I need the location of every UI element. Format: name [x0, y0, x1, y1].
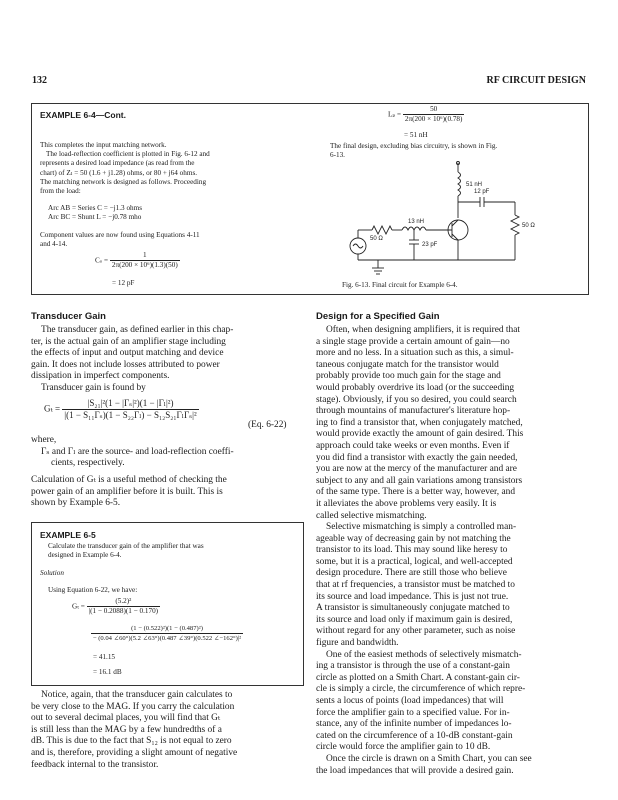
text-line: feedback internal to the transistor.: [31, 759, 159, 770]
cs-result: = 12 pF: [112, 279, 135, 287]
eq-numerator: |S₂₁|²(1 − |Γₛ|²)(1 − |Γₗ|²): [62, 398, 198, 410]
label-51nh: 51 nH: [466, 182, 483, 188]
text-line: figure and bandwidth.: [316, 638, 399, 649]
text-line: stage). Obviously, if you so desired, you could search: [316, 394, 517, 405]
text-line: a single stage provide a certain amount of gain—no: [316, 336, 510, 347]
lp-numerator: 50: [403, 105, 465, 115]
transducer-gain-para2: [31, 475, 303, 510]
text-line: dB. This is due to the fact that S₁₂ is not equal to zero: [31, 736, 232, 747]
arc-ab: Arc AB = Series C = −j1.3 ohms: [48, 204, 143, 213]
text-line: designed in Example 6-4.: [48, 551, 122, 560]
text-line: Calculate the transducer gain of the amplifier that was: [48, 542, 204, 550]
lp-result: = 51 nH: [404, 131, 428, 139]
text-line: be very close to the MAG. If you carry the calculation: [31, 701, 235, 712]
cs-equation: [95, 251, 180, 270]
text-line: cle is simply a circle, the circumference of which repre-: [316, 684, 526, 695]
text-line: that at rf frequencies, a transistor must be matched to: [316, 580, 515, 591]
gt-fraction-2: [91, 624, 243, 643]
heading-transducer-gain: Transducer Gain: [31, 311, 106, 322]
transducer-gain-para1: [31, 325, 301, 395]
text-line: represents a desired load impedance (as read from the: [40, 159, 195, 168]
text-line: A transistor is simultaneously conjugate matched to: [316, 603, 510, 614]
source-resistor: [372, 226, 392, 234]
text-line: it alleviates the above problems very easily. It is: [316, 498, 497, 509]
text-line: design procedure. There are still those who believe: [316, 568, 507, 579]
text-line: shown by Example 6-5.: [31, 498, 121, 509]
label-12pf: 12 pF: [474, 189, 490, 195]
text-line: This completes the input matching network.: [40, 141, 167, 149]
eq-fraction: [62, 398, 198, 421]
text-line: of the same type. There is a better way, however, and: [316, 487, 516, 498]
cs-denominator: 2π(200 × 10⁶)(1.3)(50): [111, 261, 178, 270]
circuit-diagram: [330, 160, 580, 280]
example-6-4-text: [40, 141, 305, 249]
text-line: Calculation of Gₜ is a useful method of checking the: [31, 475, 227, 485]
lp-equation: [388, 105, 464, 124]
cs-numerator: 1: [110, 251, 180, 261]
running-title: RF CIRCUIT DESIGN: [486, 75, 586, 86]
arc-bc: Arc BC = Shunt L = −j0.78 mho: [48, 213, 142, 222]
text-line: probably provide too much gain for the stage and: [316, 371, 501, 382]
lp-lhs: Lₚ =: [388, 110, 402, 119]
example-6-5-title: EXAMPLE 6-5: [40, 530, 96, 540]
inductor-51nh: [458, 172, 461, 196]
text-line: gain. It does not include losses attributed to power: [31, 359, 220, 370]
gt-numerator-2: (1 − (0.522)²)(1 − (0.487)²): [91, 624, 243, 634]
load-resistor: [511, 215, 519, 235]
text-line: approach could take weeks or even months. Even if: [316, 440, 510, 451]
eq-label: (Eq. 6-22): [248, 420, 287, 430]
label-13nh: 13 nH: [408, 219, 425, 225]
text-line: subject to any and all gain variations among transistors: [316, 475, 523, 486]
gt-lhs: Gₜ =: [72, 602, 85, 611]
text-line: The final design, excluding bias circuitry, is shown in Fig.: [330, 142, 498, 150]
gt-result-1: = 41.15: [93, 653, 116, 661]
where-block: [31, 435, 303, 470]
text-line: The matching network is designed as follows. Proceeding: [40, 177, 207, 186]
text-line: taneous conjugate match for the transistor would: [316, 359, 499, 370]
label-50ohm-right: 50 Ω: [522, 223, 535, 229]
text-line: Often, when designing amplifiers, it is required that: [326, 325, 520, 335]
text-line: ing to find a transistor that, when conjugately matched,: [316, 417, 523, 428]
lp-denominator: 2π(200 × 10⁶)(0.78): [404, 115, 463, 124]
example-6-4-title: EXAMPLE 6-4—Cont.: [40, 110, 126, 120]
text-line: ing a transistor is through the use of a constant-gain: [316, 661, 510, 672]
text-line: without regard for any other parameter, such as noise: [316, 626, 516, 637]
text-line: circle would force the amplifier gain to 10 dB.: [316, 742, 491, 753]
text-line: transistor to its load. This may sound like heresy to: [316, 545, 508, 556]
text-line: Transducer gain is found by: [41, 382, 146, 393]
text-line: Γₛ and Γₗ are the source- and load-reflection coeffi-: [41, 446, 234, 457]
where: where,: [31, 435, 57, 445]
lp-fraction: [403, 105, 465, 124]
specified-gain-text: [316, 325, 588, 777]
text-line: Once the circle is drawn on a Smith Chart, you can see: [326, 753, 532, 764]
transducer-gain-para3: [31, 690, 303, 771]
eq-denominator: |(1 − S₁₁Γₛ)(1 − S₂₂Γₗ) − S₁₂S₂₁ΓₗΓₛ|²: [64, 410, 197, 420]
inductor-13nh: [402, 227, 426, 230]
figure-caption: Fig. 6-13. Final circuit for Example 6-4.: [342, 281, 458, 289]
eq-lhs: Gₜ =: [44, 403, 61, 414]
example-6-5-text: [40, 542, 204, 595]
text-line: ter, is the actual gain of an amplifier stage including: [31, 336, 226, 347]
text-line: Selective mismatching is simply a controlled man-: [326, 522, 517, 533]
using-eq: Using Equation 6-22, we have:: [48, 585, 138, 594]
text-line: Notice, again, that the transducer gain calculates to: [41, 690, 233, 700]
cs-fraction: [110, 251, 180, 270]
text-line: and 4-14.: [40, 239, 68, 248]
text-line: ageable way of decreasing gain by not matching the: [316, 533, 511, 544]
text-line: chart) of Zₗ = 50 (1.6 + j1.28) ohms, or 80 + j64 ohms.: [40, 168, 198, 177]
page-number: 132: [32, 75, 47, 86]
text-line: would probably overdrive its load (or the succeeding: [316, 382, 515, 393]
gt-numerator-1: (5.2)²: [87, 597, 160, 607]
text-line: would provide exactly the amount of gain desired. This: [316, 429, 524, 440]
ac-source-wave: [353, 244, 363, 248]
text-line: circle as plotted on a Smith Chart. A constant-gain cir-: [316, 672, 520, 683]
text-line: is still less than the MAG by a few hundredths of a: [31, 724, 222, 735]
text-line: its source and load only if maximum gain is desired,: [316, 614, 513, 625]
text-line: through mountains of manufacturer's literature hop-: [316, 406, 511, 417]
text-line: dissipation in imperfect components.: [31, 371, 170, 382]
text-line: its source and load impedance. This is just not true.: [316, 591, 509, 602]
gt-equation-part1: [72, 597, 160, 616]
text-line: out to several decimal places, you will find that Gₜ: [31, 713, 221, 724]
text-line: cients, respectively.: [51, 458, 125, 469]
label-23pf: 23 pF: [422, 242, 438, 248]
gt-fraction-1: [87, 597, 160, 616]
text-line: The transducer gain, as defined earlier in this chap-: [41, 325, 234, 335]
equation-6-22: [44, 398, 199, 421]
text-line: Component values are now found using Equations 4-11: [40, 230, 200, 239]
text-line: One of the easiest methods of selectively mismatch-: [326, 649, 522, 660]
text-line: power gain of an amplifier before it is built. This is: [31, 486, 223, 497]
text-line: more and no less. In a situation such as this, a simul-: [316, 348, 514, 359]
text-line: The load-reflection coefficient is plotted in Fig. 6-12 and: [46, 150, 210, 159]
gt-denominator-2: − (0.04 ∠60°)(5.2 ∠63°)(0.487 ∠39°)(0.522 ∠−162°)|²: [92, 635, 242, 643]
text-line: you are now at the mercy of the manufacturer and are: [316, 464, 517, 475]
text-line: and is, therefore, providing a slight amount of negative: [31, 747, 238, 758]
gt-denominator-1: |(1 − 0.2088)(1 − 0.170): [88, 607, 159, 616]
gt-result-2: = 16.1 dB: [93, 668, 122, 676]
text-line: stance, any of the infinite number of impedances lo-: [316, 719, 512, 730]
text-line: called selective mismatching.: [316, 510, 427, 521]
text-line: you did find a transistor with exactly the gain needed,: [316, 452, 518, 463]
text-line: force the amplifier gain to a specified value. For in-: [316, 707, 510, 718]
text-line: from the load:: [40, 187, 81, 196]
heading-design-specified-gain: Design for a Specified Gain: [316, 311, 440, 322]
text-line: the effects of input and output matching and device: [31, 348, 224, 359]
solution-label: Solution: [40, 569, 64, 578]
text-line: cated on the circumference of a 10-dB constant-gain: [316, 730, 513, 741]
text-line: 6-13.: [330, 151, 345, 160]
text-line: sents a locus of points (load impedances) that will: [316, 696, 504, 706]
text-line: some, but it is a practical, logical, and well-accepted: [316, 556, 513, 567]
final-design-text: [330, 142, 497, 160]
gt-equation-part2: [36, 624, 298, 643]
text-line: the load impedances that will provide a desired gain.: [316, 765, 514, 776]
label-50ohm-left: 50 Ω: [370, 236, 383, 242]
cs-lhs: Cₛ =: [95, 256, 109, 265]
